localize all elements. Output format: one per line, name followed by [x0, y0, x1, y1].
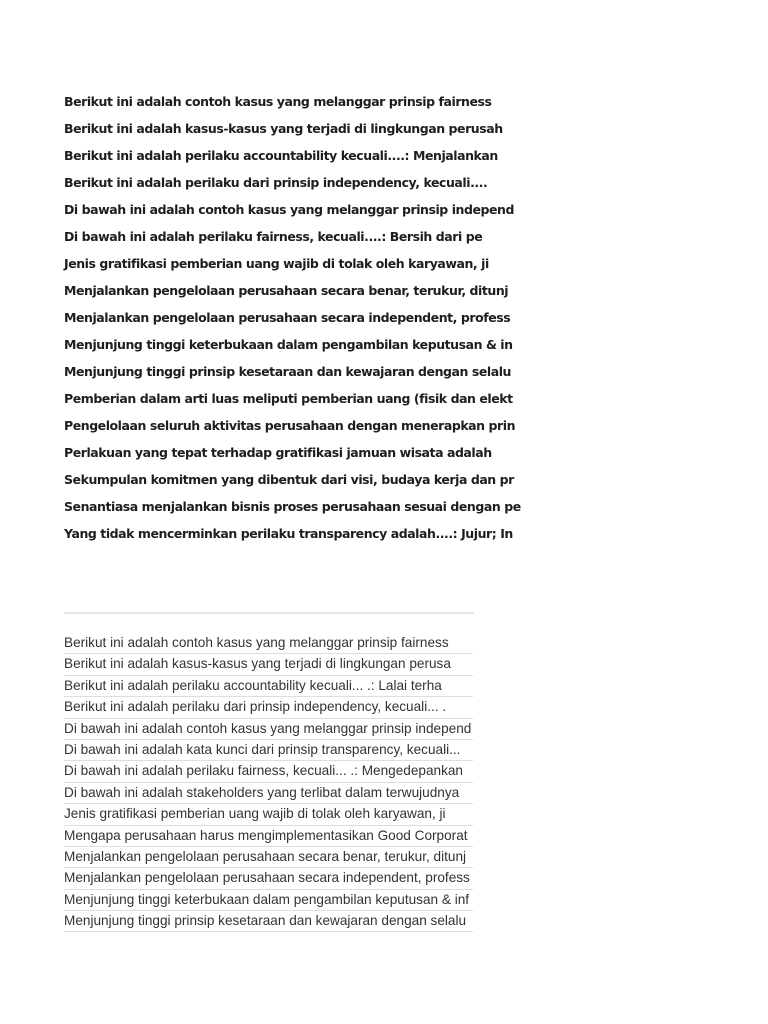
table-row: Berikut ini adalah perilaku accountability kecuali... .: Lalai terha — [64, 676, 473, 697]
list-item: Sekumpulan komitmen yang dibentuk dari visi, budaya kerja dan pr — [64, 472, 514, 487]
list-item: Berikut ini adalah perilaku dari prinsip independency, kecuali.... — [64, 175, 488, 190]
list-item: Yang tidak mencerminkan perilaku transparency adalah....: Jujur; In — [64, 526, 513, 541]
question-list-bold — [64, 90, 521, 549]
table-row: Jenis gratifikasi pemberian uang wajib di tolak oleh karyawan, ji — [64, 804, 473, 825]
table-row: Di bawah ini adalah perilaku fairness, kecuali... .: Mengedepankan — [64, 761, 473, 782]
table-row: Menjalankan pengelolaan perusahaan secara benar, terukur, ditunj — [64, 847, 473, 868]
table-row: Menjunjung tinggi prinsip kesetaraan dan kewajaran dengan selalu — [64, 911, 473, 932]
list-item: Perlakuan yang tepat terhadap gratifikasi jamuan wisata adalah — [64, 445, 492, 460]
list-item: Menjalankan pengelolaan perusahaan secara benar, terukur, ditunj — [64, 283, 509, 298]
list-item: Senantiasa menjalankan bisnis proses perusahaan sesuai dengan pe — [64, 499, 521, 514]
section-divider — [64, 612, 474, 614]
list-item: Berikut ini adalah perilaku accountability kecuali....: Menjalankan — [64, 148, 498, 163]
table-row: Di bawah ini adalah contoh kasus yang melanggar prinsip independ — [64, 719, 473, 740]
table-row: Menjunjung tinggi keterbukaan dalam pengambilan keputusan & inf — [64, 890, 473, 911]
list-item: Di bawah ini adalah perilaku fairness, kecuali....: Bersih dari pe — [64, 229, 483, 244]
table-row: Berikut ini adalah perilaku dari prinsip independency, kecuali... . — [64, 697, 473, 718]
table-row: Menjalankan pengelolaan perusahaan secara independent, profess — [64, 868, 473, 889]
table-row: Di bawah ini adalah stakeholders yang terlibat dalam terwujudnya — [64, 783, 473, 804]
list-item: Pengelolaan seluruh aktivitas perusahaan dengan menerapkan prin — [64, 418, 516, 433]
table-row: Mengapa perusahaan harus mengimplementasikan Good Corporat — [64, 826, 473, 847]
list-item: Di bawah ini adalah contoh kasus yang melanggar prinsip independ — [64, 202, 514, 217]
list-item: Menjunjung tinggi prinsip kesetaraan dan kewajaran dengan selalu — [64, 364, 511, 379]
list-item: Menjalankan pengelolaan perusahaan secara independent, profess — [64, 310, 511, 325]
table-row: Berikut ini adalah contoh kasus yang melanggar prinsip fairness — [64, 633, 473, 654]
question-table — [64, 633, 473, 932]
list-item: Menjunjung tinggi keterbukaan dalam pengambilan keputusan & in — [64, 337, 513, 352]
table-row: Berikut ini adalah kasus-kasus yang terjadi di lingkungan perusa — [64, 654, 473, 675]
table-row: Di bawah ini adalah kata kunci dari prinsip transparency, kecuali... — [64, 740, 473, 761]
list-item: Berikut ini adalah contoh kasus yang melanggar prinsip fairness — [64, 94, 492, 109]
list-item: Berikut ini adalah kasus-kasus yang terjadi di lingkungan perusah — [64, 121, 503, 136]
list-item: Pemberian dalam arti luas meliputi pemberian uang (fisik dan elekt — [64, 391, 513, 406]
list-item: Jenis gratifikasi pemberian uang wajib di tolak oleh karyawan, ji — [64, 256, 489, 271]
